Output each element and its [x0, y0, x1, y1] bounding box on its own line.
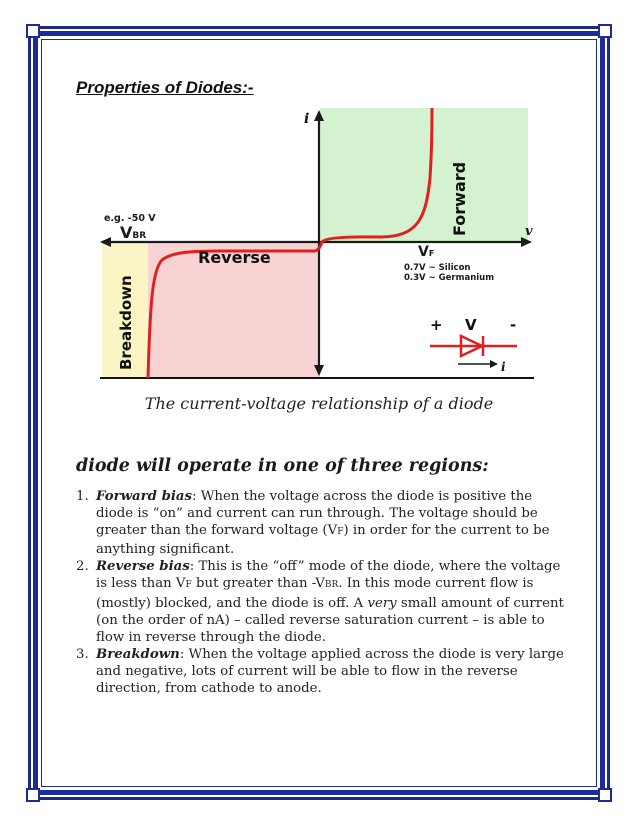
item-text: : This is the “off” mode of the diode, where the voltage is less than V — [96, 559, 561, 592]
item-text: : When the voltage across the diode is positive the diode is “on” and current can run through. The voltage should be greater than the forward voltage (V — [96, 489, 538, 539]
subscript: BR — [324, 580, 339, 591]
vbr-symbol: VBR — [120, 223, 147, 242]
item-term: Breakdown — [96, 646, 180, 662]
item-text: : When the voltage applied across the diode is very large and negative, lots of current will be able to flow in the reverse direction, from cathode to anode. — [96, 646, 564, 697]
section-heading: diode will operate in one of three regions: — [76, 456, 489, 476]
forward-label: Forward — [450, 161, 469, 236]
item-text: but greater than -V — [191, 576, 325, 592]
corner-ornament — [26, 24, 40, 38]
list-item — [76, 558, 566, 645]
breakdown-example-label: e.g. -50 V — [104, 213, 156, 224]
item-text: . In this mode current flow is (mostly) blocked, and the diode is off. A — [96, 576, 534, 611]
item-text: ) in order for the current to be anything significant. — [96, 523, 550, 558]
diode-iv-figure — [100, 108, 540, 380]
diode-symbol-icon — [430, 336, 517, 356]
reverse-label: Reverse — [198, 248, 271, 267]
voltage-axis-label: v — [525, 224, 533, 239]
vf-symbol: VF — [418, 244, 435, 260]
current-arrowhead — [490, 360, 498, 368]
list-item — [76, 488, 566, 558]
corner-ornament — [26, 788, 40, 802]
corner-ornament — [598, 24, 612, 38]
subscript: F — [337, 527, 344, 538]
item-text: small amount of current (on the order of nA) – called reverse saturation current – is able to flow in reverse through the diode. — [96, 595, 564, 645]
subscript: F — [185, 580, 192, 591]
item-term: Reverse bias — [96, 559, 190, 575]
list-number: 3. — [76, 646, 89, 662]
silicon-label: 0.7V ~ Silicon — [404, 263, 471, 273]
breakdown-label: Breakdown — [117, 275, 135, 370]
corner-ornament — [598, 788, 612, 802]
current-direction-label: i — [501, 360, 506, 374]
list-number: 2. — [76, 559, 89, 575]
list-item — [76, 646, 566, 697]
v-symbol: V — [465, 316, 477, 334]
emphasis: very — [367, 595, 397, 611]
current-axis-label: i — [304, 111, 310, 127]
minus-sign: - — [510, 316, 517, 334]
plus-sign: + — [430, 316, 443, 334]
list-number: 1. — [76, 489, 89, 504]
germanium-label: 0.3V ~ Germanium — [404, 273, 495, 283]
forward-region — [320, 108, 528, 242]
page-title: Properties of Diodes:- — [76, 78, 254, 97]
item-term: Forward bias — [96, 489, 193, 504]
figure-caption: The current-voltage relationship of a diode — [144, 394, 494, 413]
regions-list — [76, 488, 566, 697]
